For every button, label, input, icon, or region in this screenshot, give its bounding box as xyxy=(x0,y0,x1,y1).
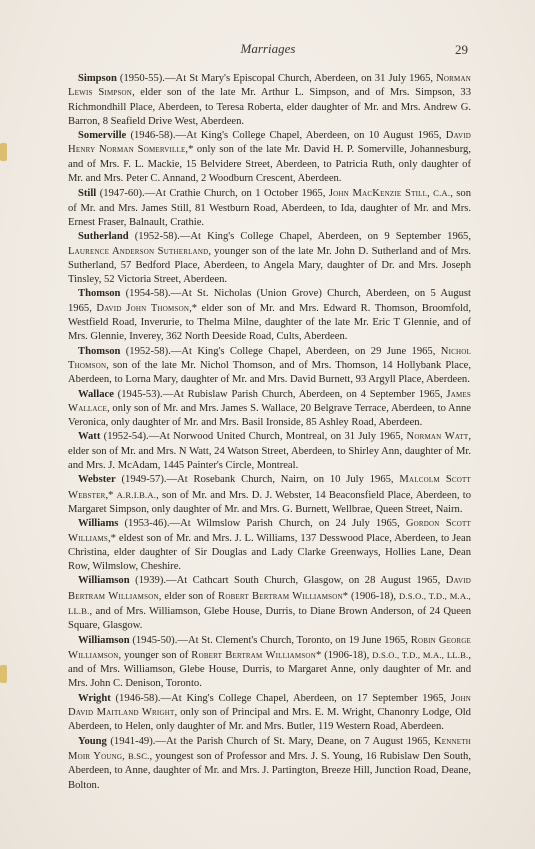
entry-text: * (1906-18), xyxy=(315,649,373,661)
page-number: 29 xyxy=(455,42,468,57)
entry-text: (1946-58).—At King's College Chapel, Aberdeen, on 10 August 1965, xyxy=(126,130,446,142)
entry-text: , and of Mrs. Williamson, Glebe House, Durris, to Margaret Anne, only daughter of Mr. and Mrs. John C. Denison, Toronto. xyxy=(68,649,472,690)
entry-text: , only son of Mr. and Mrs. James S. Wallace, 20 Belgrave Terrace, Aberdeen, to Anne Veronica, only daughter of Mr. and Mrs. Basil Ironside, 85 Ashley Road, Aberdeen. xyxy=(68,402,471,429)
person-name: John MacKenzie Still xyxy=(328,188,428,200)
person-name: David John Thomson xyxy=(96,302,190,314)
qualification: D.S.O., T.D., M.A., LL.B. xyxy=(372,649,469,660)
running-head: Marriages xyxy=(240,41,296,56)
marriage-entries xyxy=(68,72,471,793)
marriage-entry xyxy=(68,517,471,574)
page-edge-tab xyxy=(0,143,7,161)
entry-text: , younger son of the late Mr. John D. Sutherland and of Mrs. Sutherland, 57 Bedford Place, Aberdeen, to Angela Mary, daughter of Dr. and Mrs. Joseph Tinsley, 52 Victoria Street, Aberdeen. xyxy=(68,245,471,286)
marriage-entry xyxy=(68,72,471,129)
entry-text: (1939).—At Cathcart South Church, Glasgow, on 28 August 1965, xyxy=(129,575,446,587)
marriage-entry xyxy=(68,345,471,388)
qualification: C.A. xyxy=(433,188,451,199)
entry-text: (1952-54).—At Norwood United Church, Montreal, on 31 July 1965, xyxy=(100,431,407,443)
entry-text: , son of the late Mr. Nichol Thomson, and of Mrs. Thomson, 14 Hollybank Place, Aberdeen, to Lorna Mary, daughter of Mr. and Mrs. David Burnett, 93 Argyll Place, Aberdeen. xyxy=(68,359,471,386)
entry-surname: Sutherland xyxy=(78,231,129,243)
entry-text: , xyxy=(427,188,434,200)
entry-text: , only son of Principal and Mrs. E. M. Wright, Chanonry Lodge, Old Aberdeen, to Helen, only daughter of Mr. and Mrs. Butler, 119 Western Road, Aberdeen. xyxy=(68,707,471,733)
entry-surname: Somerville xyxy=(78,130,127,142)
entry-surname: Young xyxy=(78,735,107,747)
marriage-entry xyxy=(68,692,471,735)
entry-surname: Thomson xyxy=(78,345,121,357)
entry-text: (1952-58).—At King's College Chapel, Aberdeen, on 9 September 1965, xyxy=(128,231,471,243)
entry-surname: Webster xyxy=(78,474,116,486)
person-name: Norman Lewis Simpson xyxy=(68,73,471,99)
marriage-entry xyxy=(68,634,471,692)
person-name: James Wallace xyxy=(68,388,471,414)
entry-text: (1952-58).—At King's College Chapel, Aberdeen, on 29 June 1965, xyxy=(120,345,441,357)
entry-text: (1945-50).—At St. Clement's Church, Toronto, on 19 June 1965, xyxy=(129,634,411,646)
person-name: Robin George Williamson xyxy=(68,634,471,661)
entry-text: (1945-53).—At Rubislaw Parish Church, Aberdeen, on 4 September 1965, xyxy=(113,388,447,400)
entry-surname: Thomson xyxy=(78,288,121,300)
person-name: David Henry Norman Somerville xyxy=(68,130,471,156)
person-name: Robert Bertram Williamson xyxy=(191,649,316,661)
person-name: Kenneth Moir Young xyxy=(68,735,471,762)
marriage-entry xyxy=(68,287,471,344)
marriage-entry xyxy=(68,430,471,473)
entry-text: , youngest son of Professor and Mrs. J. S. Young, 16 Rubislaw Den South, Aberdeen, to Anne, daughter of Mr. and Mrs. J. Partington, Breeze Hill, Junction Road, Deane, Bolton. xyxy=(68,750,472,791)
entry-surname: Wallace xyxy=(78,388,114,400)
entry-text: * (1906-18), xyxy=(342,590,400,602)
entry-text: , elder son of Mr. and Mrs. N Watt, 24 Watson Street, Aberdeen, to Shirley Ann, daughter of Mr. and Mrs. J. McAdam, 1445 Painter's Circle, Montreal. xyxy=(68,431,471,472)
page-header xyxy=(68,41,468,61)
person-name: Malcolm Scott Webster xyxy=(68,474,471,501)
entry-text: ,* only son of the late Mr. David H. P. Somerville, Johannesburg, and of Mrs. F. L. Mackie, 15 Belvidere Street, Aberdeen, to Patricia Ruth, only daughter of Mr. and Mrs. Peter C. Annand, 2 Woodburn Crescent, Aberdeen. xyxy=(68,144,471,185)
marriage-entry xyxy=(68,230,471,287)
entry-text: , younger son of xyxy=(118,649,192,661)
entry-text: ,* xyxy=(105,489,117,501)
marriage-entry xyxy=(68,129,471,186)
entry-text: (1949-57).—At Rosebank Church, Nairn, on 10 July 1965, xyxy=(115,474,400,486)
marriage-entry xyxy=(68,186,471,230)
entry-text: , and of Mrs. Williamson, Glebe House, Durris, to Diane Brown Anderson, of 24 Queen Square, Glasgow. xyxy=(68,605,471,632)
person-name: Laurence Anderson Sutherland xyxy=(68,245,209,257)
marriage-entry xyxy=(68,473,471,517)
entry-text: , son of Mr. and Mrs. James Still, 81 Westburn Road, Aberdeen, to Ida, daughter of Mr. and Mrs. Ernest Fraser, Balnault, Crathie. xyxy=(68,188,472,228)
entry-surname: Wright xyxy=(78,692,111,704)
entry-text: (1954-58).—At St. Nicholas (Union Grove) Church, Aberdeen, on 5 August 1965, xyxy=(68,288,471,314)
qualification: A.R.I.B.A. xyxy=(116,489,157,500)
qualification: B.SC. xyxy=(127,750,150,761)
entry-surname: Still xyxy=(78,188,97,200)
entry-text: , xyxy=(122,750,128,762)
person-name: Nichol Thomson xyxy=(68,345,471,371)
entry-text: , elder son of xyxy=(158,590,219,602)
marriage-entry xyxy=(68,388,471,431)
person-name: Robert Bertram Williamson xyxy=(218,590,343,602)
entry-surname: Williams xyxy=(78,518,119,530)
entry-text: (1947-60).—At Crathie Church, on 1 October 1965, xyxy=(96,188,329,200)
entry-text: ,* elder son of Mr. and Mrs. Edward R. Thomson, Broomfold, Westfield Road, Inverurie, to Thelma Milne, daughter of the late Mr. Eric T Glennie, and of Mrs. Glennie, Inverey, 362 North Deeside Road, Cults, Aberdeen. xyxy=(68,302,472,343)
entry-text: (1946-58).—At King's College Chapel, Aberdeen, on 17 September 1965, xyxy=(110,692,451,704)
entry-text: (1953-46).—At Wilmslow Parish Church, on 24 July 1965, xyxy=(118,518,406,530)
entry-text: ,* eldest son of Mr. and Mrs. J. L. Williams, 137 Desswood Place, Aberdeen, to Jean Christina, elder daughter of Sir Douglas and Lady Clarke Greenways, Hollies Lane, Dean Row, Wilmslow, Cheshire. xyxy=(68,532,471,573)
person-name: David Bertram Williamson xyxy=(68,575,471,602)
entry-surname: Watt xyxy=(78,431,101,443)
page-edge-tab xyxy=(0,665,7,683)
person-name: Gordon Scott Williams xyxy=(68,518,471,544)
entry-text: (1941-49).—At the Parish Church of St. Mary, Deane, on 7 August 1965, xyxy=(106,735,434,747)
marriage-entry xyxy=(68,735,471,793)
marriage-entry xyxy=(68,574,471,633)
entry-text: (1950-55).—At St Mary's Episcopal Church, Aberdeen, on 31 July 1965, xyxy=(116,73,437,84)
entry-text: , son of Mr. and Mrs. D. J. Webster, 14 Beaconsfield Place, Aberdeen, to Margaret Simpson, only daughter of Mr. and Mrs. G. Burnett, Wellbrae, Queen Street, Nairn. xyxy=(68,489,471,515)
entry-surname: Williamson xyxy=(78,634,130,646)
person-name: John David Maitland Wright xyxy=(68,692,471,719)
entry-text: , elder son of the late Mr. Arthur L. Simpson, and of Mrs. Simpson, 33 Richmondhill Place, Aberdeen, to Teresa Roberta, elder daughter of Mr. and Mrs. Andrew G. Barron, 8 Seafield Drive West, Aberdeen. xyxy=(68,87,472,127)
entry-surname: Simpson xyxy=(78,73,117,84)
qualification: D.S.O., T.D., M.A., LL.B. xyxy=(68,590,471,616)
entry-surname: Williamson xyxy=(78,575,130,587)
person-name: Norman Watt xyxy=(406,431,469,443)
